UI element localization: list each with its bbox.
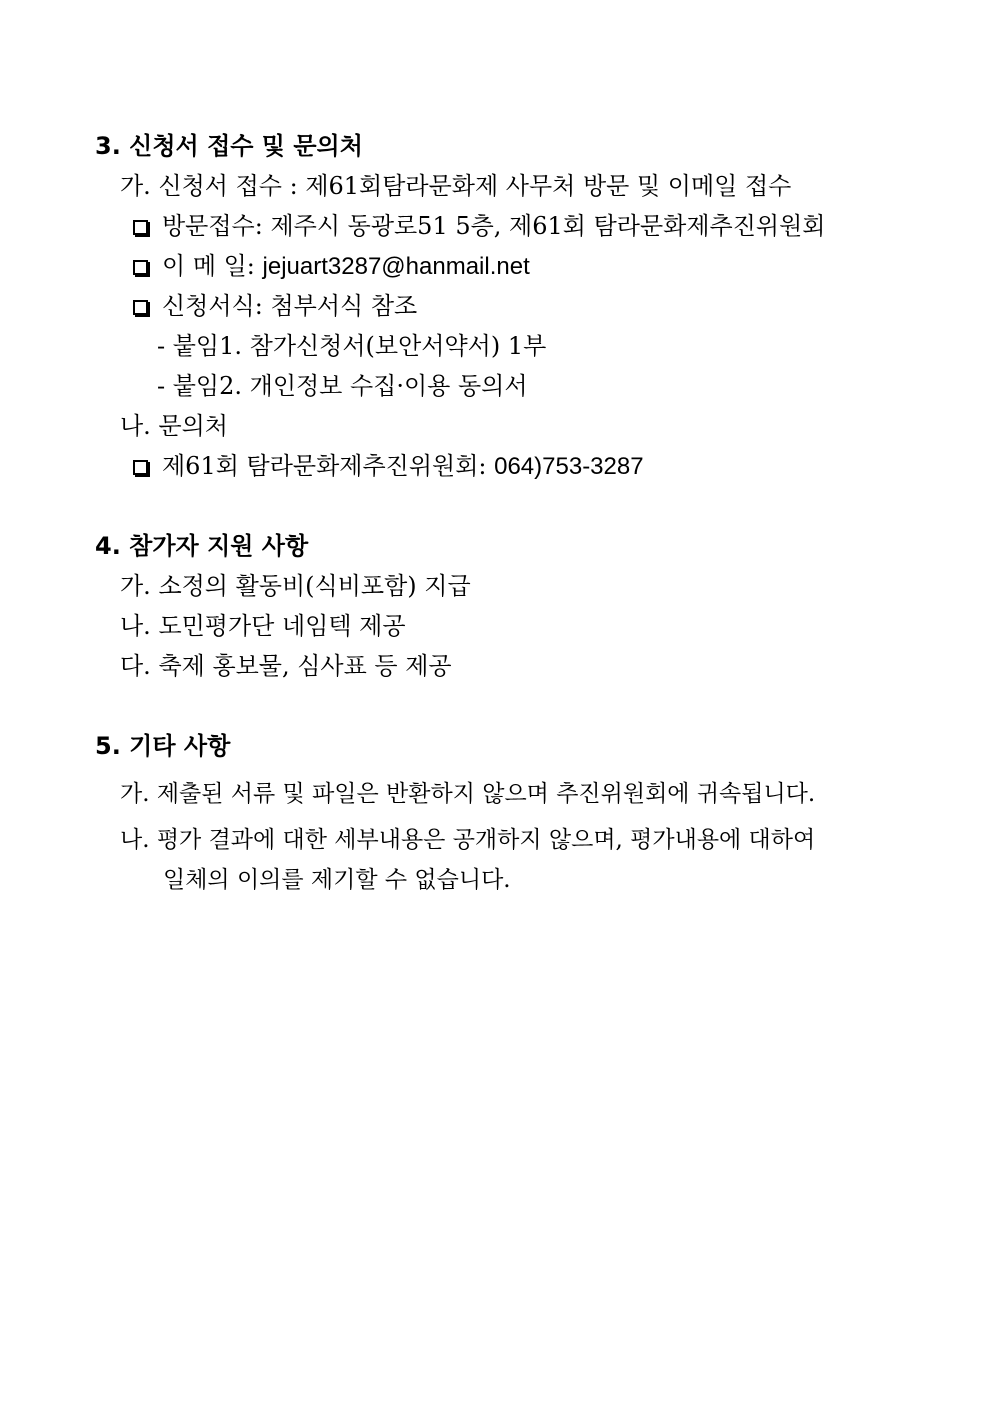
visit-text: 방문접수: 제주시 동광로51 5층, 제61회 탐라문화제추진위원회 <box>162 212 826 240</box>
contact-item <box>133 450 644 483</box>
checkbox-icon <box>133 460 148 475</box>
section-4-item-ga: 가. 소정의 활동비(식비포함) 지급 <box>120 572 471 600</box>
section-3-heading: 3. 신청서 접수 및 문의처 <box>95 132 363 160</box>
attachment-2: - 붙임2. 개인정보 수집·이용 동의서 <box>157 372 528 400</box>
section-5-heading: 5. 기타 사항 <box>95 732 231 760</box>
checkbox-icon <box>133 300 148 315</box>
contact-label: 제61회 탐라문화제추진위원회: <box>162 452 487 480</box>
section-5-item-na-line2: 일체의 이의를 제기할 수 없습니다. <box>163 867 511 893</box>
email-label: 이 메 일: <box>162 252 255 280</box>
checkbox-icon <box>133 260 148 275</box>
visit-item <box>133 210 825 242</box>
forms-item <box>133 290 417 322</box>
section-4-item-na: 나. 도민평가단 네임텍 제공 <box>120 612 406 640</box>
forms-text: 신청서식: 첨부서식 참조 <box>162 292 418 320</box>
section-4-item-da: 다. 축제 홍보물, 심사표 등 제공 <box>120 652 452 680</box>
attachment-1: - 붙임1. 참가신청서(보안서약서) 1부 <box>157 332 547 360</box>
section-5-item-ga: 가. 제출된 서류 및 파일은 반환하지 않으며 추진위원회에 귀속됩니다. <box>120 781 816 807</box>
section-3-item-ga: 가. 신청서 접수 : 제61회탐라문화제 사무처 방문 및 이메일 접수 <box>120 172 792 200</box>
section-3-item-na: 나. 문의처 <box>120 412 228 440</box>
email-value: jejuart3287@hanmail.net <box>262 253 530 280</box>
section-4-heading: 4. 참가자 지원 사항 <box>95 532 309 560</box>
section-5-item-na-line1: 나. 평가 결과에 대한 세부내용은 공개하지 않으며, 평가내용에 대하여 <box>120 827 816 853</box>
checkbox-icon <box>133 220 148 235</box>
contact-phone: 064)753-3287 <box>494 453 644 480</box>
email-item <box>133 250 530 283</box>
